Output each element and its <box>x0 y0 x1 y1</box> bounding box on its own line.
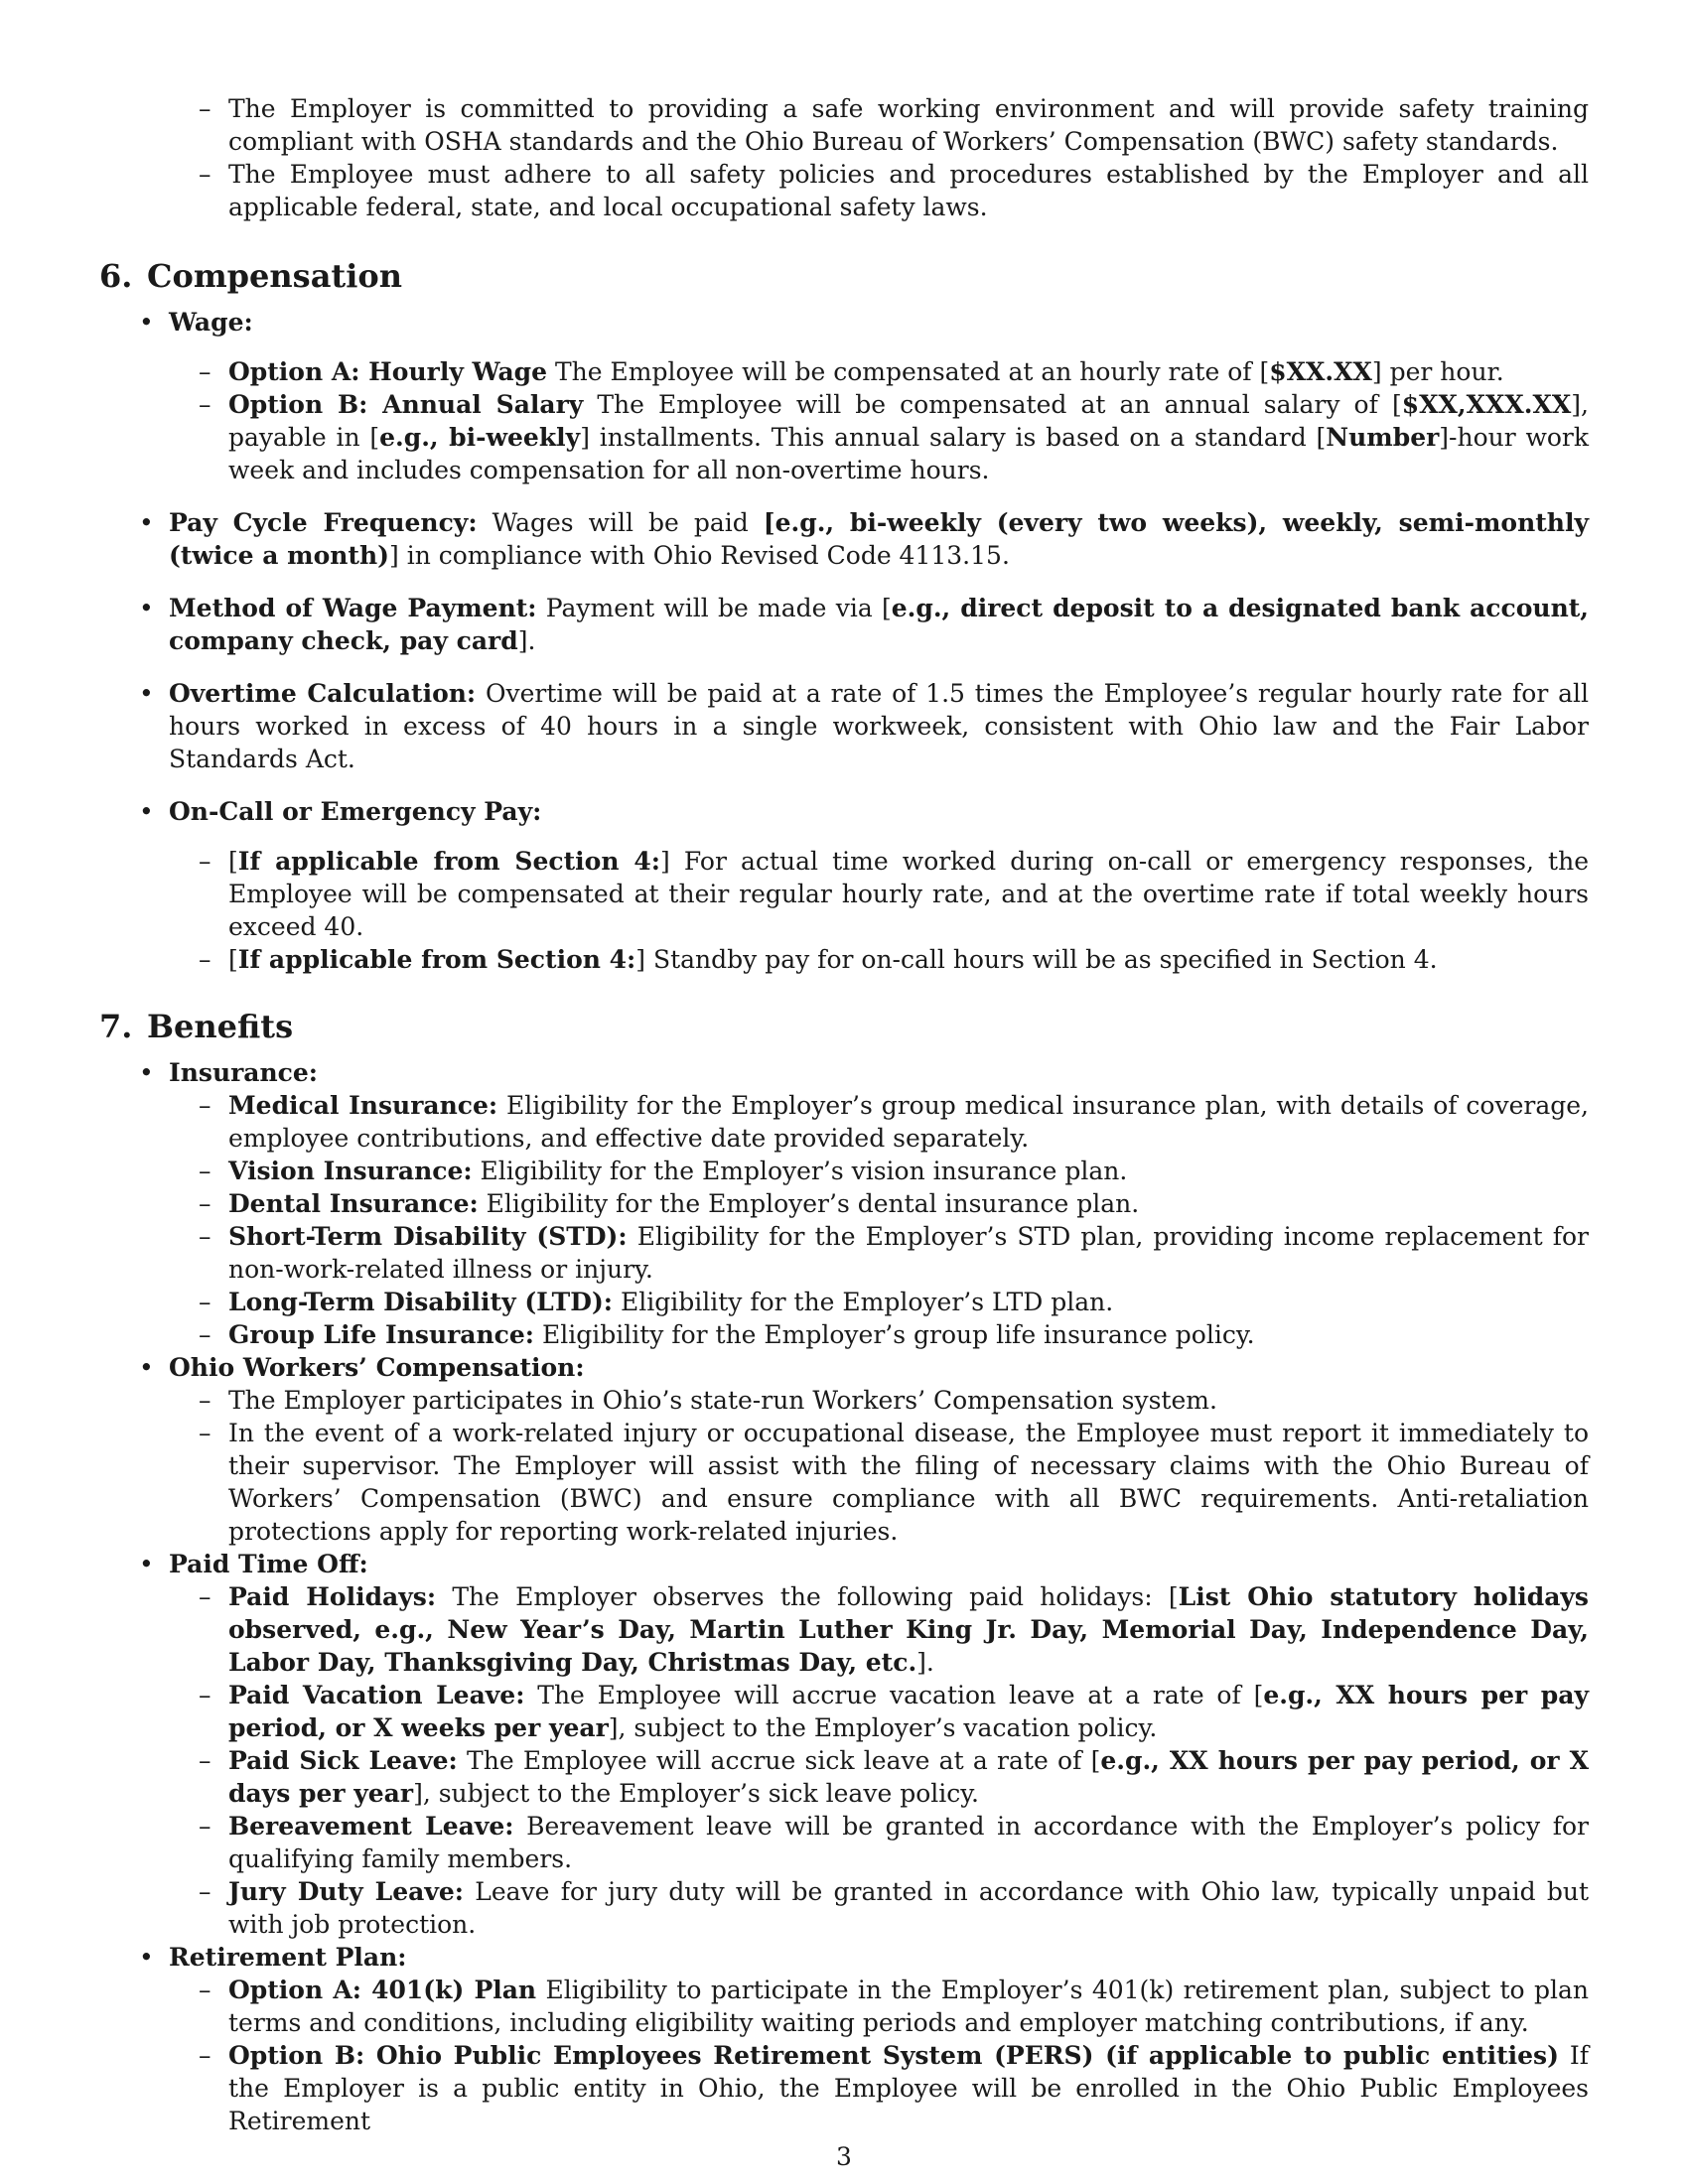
list-item: – Jury Duty Leave: Leave for jury duty will be granted in accordance with Ohio law, typically unpaid but with job protection. <box>228 1875 1589 1941</box>
wage-options <box>169 355 1589 486</box>
list-item: – Option A: 401(k) Plan Eligibility to participate in the Employer’s 401(k) retirement plan, subject to plan terms and conditions, including eligibility waiting periods and employer matching contributions, if any. <box>228 1974 1589 2039</box>
benefits-list <box>99 1056 1589 2137</box>
list-item: – Long-Term Disability (LTD): Eligibility for the Employer’s LTD plan. <box>228 1286 1589 1318</box>
safety-list <box>99 92 1589 223</box>
list-item: – Short-Term Disability (STD): Eligibility for the Employer’s STD plan, providing income replacement for non-work-related illness or injury. <box>228 1220 1589 1286</box>
compensation-list <box>99 306 1589 976</box>
section-6-heading: 6. Compensation <box>99 257 402 295</box>
insurance-item: • Insurance: – Medical Insurance: Eligibility for the Employer’s group medical insurance plan, with details of coverage, employee contributions, and effective date provided separately. – Vision Insurance: Eligibility for the Employer’s vision insurance plan. – Dental Insurance: Eligibility for the Employer’s dental insurance plan. – Short-Term Disability (STD): Eligibility for the Employer’s STD plan, providing income replacement for non-work-related illness or injury. – Long-Term Disability (LTD): Eligibility for the Employer’s LTD plan. – Group Life Insurance: Eligibility for the Employer’s group life insurance policy. <box>169 1056 1589 1351</box>
list-item: – Option A: Hourly Wage The Employee will be compensated at an hourly rate of [$XX.XX] per hour. <box>228 355 1589 388</box>
pay-cycle-item: • Pay Cycle Frequency: Wages will be paid [e.g., bi-weekly (every two weeks), weekly, semi-monthly (twice a month)] in compliance with Ohio Revised Code 4113.15. <box>169 506 1589 572</box>
page-body <box>99 92 1589 2137</box>
section-7-heading: 7. Benefits <box>99 1008 294 1045</box>
list-item: – The Employee must adhere to all safety policies and procedures established by the Employer and all applicable federal, state, and local occupational safety laws. <box>228 158 1589 223</box>
list-item: – In the event of a work-related injury or occupational disease, the Employee must report it immediately to their supervisor. The Employer will assist with the filing of necessary claims with the Ohio Bureau of Workers’ Compensation (BWC) and ensure compliance with all BWC requirements. Anti-retaliation protections apply for reporting work-related injuries. <box>228 1417 1589 1548</box>
pto-item: • Paid Time Off: – Paid Holidays: The Employer observes the following paid holidays: [List Ohio statutory holidays observed, e.g., New Year’s Day, Martin Luther King Jr. Day, Memorial Day, Independence Day, Labor Day, Thanksgiving Day, Christmas Day, etc.]. – Paid Vacation Leave: The Employee will accrue vacation leave at a rate of [e.g., XX hours per pay period, or X weeks per year], subject to the Employer’s vacation policy. – Paid Sick Leave: The Employee will accrue sick leave at a rate of [e.g., XX hours per pay period, or X days per year], subject to the Employer’s sick leave policy. – Bereavement Leave: Bereavement leave will be granted in accordance with the Employer’s policy for qualifying family members. – Jury Duty Leave: Leave for jury duty will be granted in accordance with Ohio law, typically unpaid but with job protection. <box>169 1548 1589 1941</box>
list-item: – The Employer participates in Ohio’s state-run Workers’ Compensation system. <box>228 1384 1589 1417</box>
list-item: – Paid Holidays: The Employer observes the following paid holidays: [List Ohio statutory holidays observed, e.g., New Year’s Day, Martin Luther King Jr. Day, Memorial Day, Independence Day, Labor Day, Thanksgiving Day, Christmas Day, etc.]. <box>228 1580 1589 1679</box>
list-item: – Option B: Ohio Public Employees Retirement System (PERS) (if applicable to public entities) If the Employer is a public entity in Ohio, the Employee will be enrolled in the Ohio Public Employees Retirement <box>228 2039 1589 2137</box>
list-item: – Option B: Annual Salary The Employee will be compensated at an annual salary of [$XX,XXX.XX], payable in [e.g., bi-weekly] installments. This annual salary is based on a standard [Number]-hour work week and includes compensation for all non-overtime hours. <box>228 388 1589 486</box>
list-item: – [If applicable from Section 4:] Standby pay for on-call hours will be as specified in Section 4. <box>228 943 1589 976</box>
workers-comp-options <box>169 1384 1589 1548</box>
pto-options <box>169 1580 1589 1941</box>
workers-comp-item: • Ohio Workers’ Compensation: – The Employer participates in Ohio’s state-run Workers’ Compensation system. – In the event of a work-related injury or occupational disease, the Employee must report it immediately to their supervisor. The Employer will assist with the filing of necessary claims with the Ohio Bureau of Workers’ Compensation (BWC) and ensure compliance with all BWC requirements. Anti-retaliation protections apply for reporting work-related injuries. <box>169 1351 1589 1548</box>
list-item: – Bereavement Leave: Bereavement leave will be granted in accordance with the Employer’s policy for qualifying family members. <box>228 1810 1589 1875</box>
list-item: – The Employer is committed to providing a safe working environment and will provide safety training compliant with OSHA standards and the Ohio Bureau of Workers’ Compensation (BWC) safety standards. <box>228 92 1589 158</box>
list-item: – Paid Sick Leave: The Employee will accrue sick leave at a rate of [e.g., XX hours per pay period, or X days per year], subject to the Employer’s sick leave policy. <box>228 1744 1589 1810</box>
retirement-options <box>169 1974 1589 2137</box>
list-item: – Group Life Insurance: Eligibility for the Employer’s group life insurance policy. <box>228 1318 1589 1351</box>
retirement-item: • Retirement Plan: – Option A: 401(k) Plan Eligibility to participate in the Employer’s 401(k) retirement plan, subject to plan terms and conditions, including eligibility waiting periods and employer matching contributions, if any. – Option B: Ohio Public Employees Retirement System (PERS) (if applicable to public entities) If the Employer is a public entity in Ohio, the Employee will be enrolled in the Ohio Public Employees Retirement <box>169 1941 1589 2137</box>
list-item: – Paid Vacation Leave: The Employee will accrue vacation leave at a rate of [e.g., XX hours per pay period, or X weeks per year], subject to the Employer’s vacation policy. <box>228 1679 1589 1744</box>
list-item: – Dental Insurance: Eligibility for the Employer’s dental insurance plan. <box>228 1187 1589 1220</box>
wage-item: • Wage: – Option A: Hourly Wage The Employee will be compensated at an hourly rate of [$XX.XX] per hour. – Option B: Annual Salary The Employee will be compensated at an annual salary of [$XX,XXX.XX], payable in [e.g., bi-weekly] installments. This annual salary is based on a standard [Number]-hour work week and includes compensation for all non-overtime hours. <box>169 306 1589 486</box>
list-item: – [If applicable from Section 4:] For actual time worked during on-call or emergency responses, the Employee will be compensated at their regular hourly rate, and at the overtime rate if total weekly hours exceed 40. <box>228 845 1589 943</box>
overtime-item: • Overtime Calculation: Overtime will be paid at a rate of 1.5 times the Employee’s regular hourly rate for all hours worked in excess of 40 hours in a single workweek, consistent with Ohio law and the Fair Labor Standards Act. <box>169 677 1589 775</box>
insurance-options <box>169 1089 1589 1351</box>
list-item: – Medical Insurance: Eligibility for the Employer’s group medical insurance plan, with details of coverage, employee contributions, and effective date provided separately. <box>228 1089 1589 1155</box>
page-number: 3 <box>836 2142 852 2171</box>
list-item: – Vision Insurance: Eligibility for the Employer’s vision insurance plan. <box>228 1155 1589 1187</box>
on-call-options <box>169 845 1589 976</box>
payment-method-item: • Method of Wage Payment: Payment will be made via [e.g., direct deposit to a designated bank account, company check, pay card]. <box>169 592 1589 657</box>
on-call-item: • On-Call or Emergency Pay: – [If applicable from Section 4:] For actual time worked during on-call or emergency responses, the Employee will be compensated at their regular hourly rate, and at the overtime rate if total weekly hours exceed 40. – [If applicable from Section 4:] Standby pay for on-call hours will be as specified in Section 4. <box>169 795 1589 976</box>
